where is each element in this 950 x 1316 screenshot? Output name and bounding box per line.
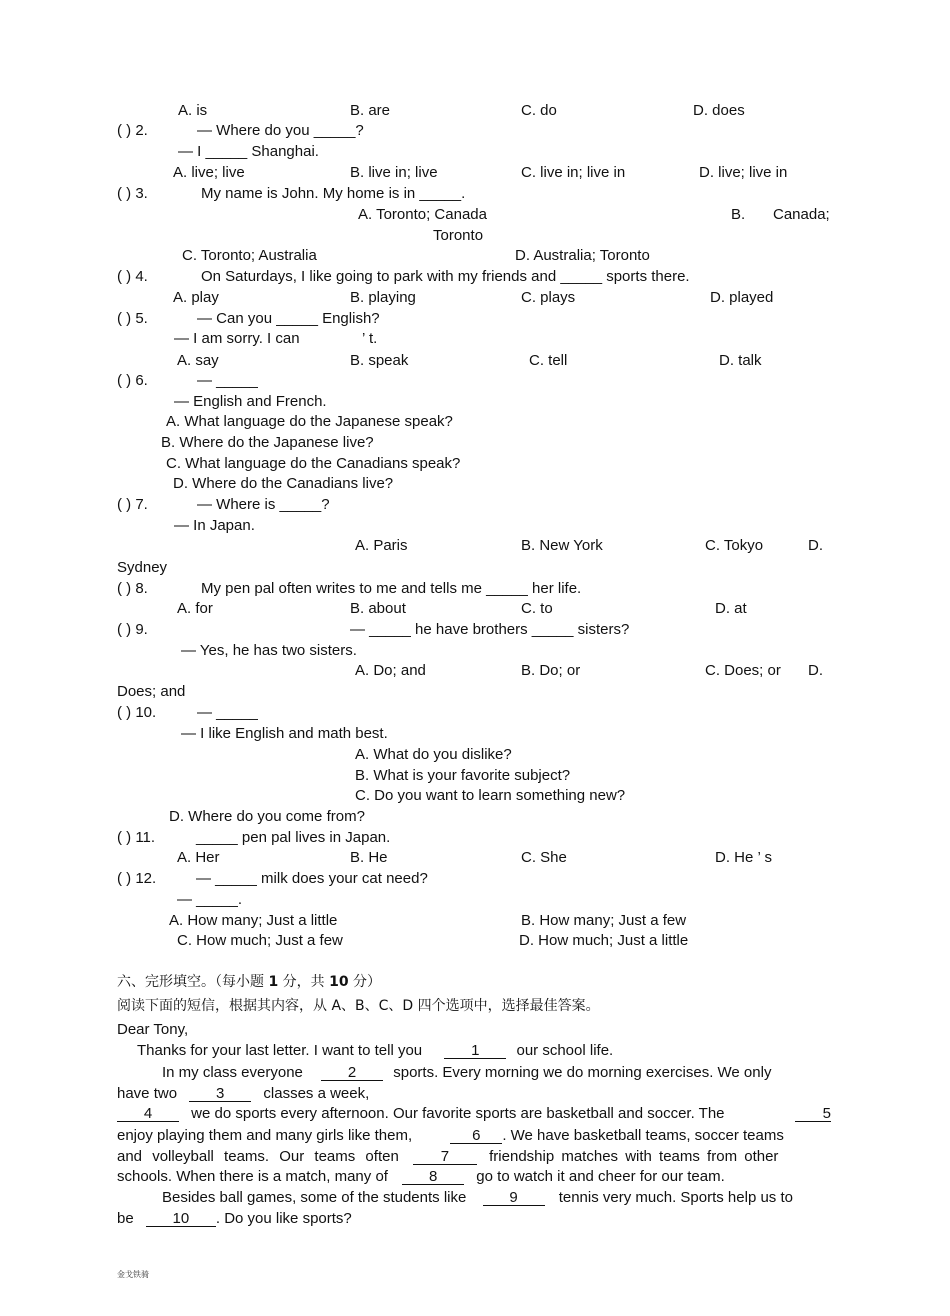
q8-option-b: B. about: [350, 600, 406, 617]
q9-option-d-label: D.: [808, 662, 823, 679]
q6-number: ( ) 6.: [117, 372, 148, 389]
q5-number: ( ) 5.: [117, 310, 148, 327]
q9-answer: — Yes, he has two sisters.: [181, 642, 357, 659]
q1-option-b: B. are: [350, 102, 391, 119]
q5-stem: — Can you _____ English?: [197, 310, 380, 327]
q10-answer: — I like English and math best.: [181, 725, 388, 742]
q3-stem: My name is John. My home is in _____.: [201, 185, 466, 202]
section-6-title: 六、完形填空。（每小题 1 分，共 10 分）: [117, 974, 382, 990]
q10-option-c: C. Do you want to learn something new?: [355, 787, 626, 804]
q3-option-d: D. Australia; Toronto: [515, 247, 650, 264]
blank-10: 10: [146, 1211, 216, 1227]
page-footer: 金戈铁骑: [117, 1270, 149, 1279]
q10-option-d: D. Where do you come from?: [169, 808, 365, 825]
q12-number: ( ) 12.: [117, 870, 157, 887]
q8-number: ( ) 8.: [117, 580, 148, 597]
q7-option-d-label: D.: [808, 537, 823, 554]
q4-option-a: A. play: [173, 289, 219, 306]
q9-option-b: B. Do; or: [521, 662, 581, 679]
q8-option-d: D. at: [715, 600, 747, 617]
letter-line-7: schools. When there is a match, many of 8 go to watch it and cheer for our team.: [117, 1168, 725, 1185]
q11-option-b: B. He: [350, 849, 388, 866]
q11-option-c: C. She: [521, 849, 567, 866]
q12-answer: — _____.: [177, 891, 243, 908]
q2-stem: — Where do you _____?: [197, 122, 364, 139]
blank-9: 9: [483, 1190, 545, 1206]
letter-line-4: 4 we do sports every afternoon. Our favorite sports are basketball and soccer. The: [117, 1105, 725, 1123]
q7-answer: — In Japan.: [174, 517, 255, 534]
q1-option-d: D. does: [693, 102, 745, 119]
q6-answer: — English and French.: [174, 393, 327, 410]
q6-option-a: A. What language do the Japanese speak?: [166, 413, 453, 430]
q4-option-c: C. plays: [521, 289, 576, 306]
letter-line-8: Besides ball games, some of the students like 9 tennis very much. Sports help us to: [162, 1189, 793, 1206]
q6-option-b: B. Where do the Japanese live?: [161, 434, 374, 451]
q9-option-d-text: Does; and: [117, 683, 186, 700]
q10-option-b: B. What is your favorite subject?: [355, 767, 571, 784]
q4-number: ( ) 4.: [117, 268, 148, 285]
q9-stem: — _____ he have brothers _____ sisters?: [350, 621, 630, 638]
q12-option-d: D. How much; Just a little: [519, 932, 689, 949]
q9-option-a: A. Do; and: [355, 662, 426, 679]
q4-option-b: B. playing: [350, 289, 416, 306]
blank-2: 2: [321, 1065, 383, 1081]
q7-option-c: C. Tokyo: [705, 537, 764, 554]
q7-option-b: B. New York: [521, 537, 603, 554]
letter-line-6: and volleyball teams. Our teams often 7 friendship matches with teams from other: [117, 1148, 779, 1165]
q7-number: ( ) 7.: [117, 496, 148, 513]
q12-option-c: C. How much; Just a few: [177, 932, 343, 949]
section-6-instruction: 阅读下面的短信，根据其内容，从 A、B、C、D 四个选项中，选择最佳答案。: [117, 998, 600, 1014]
blank-7: 7: [413, 1149, 477, 1165]
q3-option-b-text: Canada;: [773, 206, 830, 223]
q6-option-c: C. What language do the Canadians speak?: [166, 455, 461, 472]
q3-number: ( ) 3.: [117, 185, 148, 202]
q3-option-c: C. Toronto; Australia: [182, 247, 317, 264]
q7-option-d-text: Sydney: [117, 559, 168, 576]
q12-stem: — _____ milk does your cat need?: [196, 870, 428, 887]
blank-6: 6: [450, 1128, 502, 1144]
q5-option-a: A. say: [177, 352, 219, 369]
q2-option-d: D. live; live in: [699, 164, 788, 181]
q6-stem: — _____: [197, 372, 258, 389]
blank-4: 4: [117, 1106, 179, 1122]
q10-stem: — _____: [197, 704, 258, 721]
letter-line-4-blank-5: [795, 1105, 831, 1123]
q10-option-a: A. What do you dislike?: [355, 746, 512, 763]
q3-option-b-label: B.: [731, 206, 746, 223]
q12-option-a: A. How many; Just a little: [169, 912, 338, 929]
q1-option-a: A. is: [178, 102, 208, 119]
letter-greeting: Dear Tony,: [117, 1021, 189, 1038]
q2-number: ( ) 2.: [117, 122, 148, 139]
blank-3: 3: [189, 1086, 251, 1102]
letter-line-3: have two 3 classes a week,: [117, 1085, 370, 1102]
q4-stem: On Saturdays, I like going to park with my friends and _____ sports there.: [201, 268, 690, 285]
q3-option-b-cont: Toronto: [433, 227, 484, 244]
q4-option-d: D. played: [710, 289, 774, 306]
q7-option-a: A. Paris: [355, 537, 408, 554]
q9-option-c: C. Does; or: [705, 662, 781, 679]
letter-line-2: In my class everyone 2 sports. Every morning we do morning exercises. We only: [162, 1064, 772, 1081]
blank-1: 1: [444, 1043, 506, 1059]
q2-option-c: C. live in; live in: [521, 164, 626, 181]
q2-answer: — I _____ Shanghai.: [178, 143, 319, 160]
letter-line-9: be 10 . Do you like sports?: [117, 1210, 352, 1227]
blank-5: 5: [795, 1106, 831, 1122]
q8-option-a: A. for: [177, 600, 213, 617]
letter-line-1: Thanks for your last letter. I want to tell you 1 our school life.: [137, 1042, 614, 1059]
q11-option-d: D. He ’ s: [715, 849, 772, 866]
q7-stem: — Where is _____?: [197, 496, 330, 513]
q5-option-c: C. tell: [529, 352, 568, 369]
q5-answer: — I am sorry. I can: [174, 330, 300, 347]
q5-answer-end: ’ t.: [362, 330, 378, 347]
q11-stem: _____ pen pal lives in Japan.: [196, 829, 391, 846]
q6-option-d: D. Where do the Canadians live?: [173, 475, 394, 492]
blank-8: 8: [402, 1169, 464, 1185]
q1-option-c: C. do: [521, 102, 557, 119]
letter-line-5: enjoy playing them and many girls like them, 6 . We have basketball teams, soccer teams: [117, 1127, 784, 1144]
q8-stem: My pen pal often writes to me and tells me _____ her life.: [201, 580, 582, 597]
q11-option-a: A. Her: [177, 849, 220, 866]
q2-option-a: A. live; live: [173, 164, 245, 181]
q5-option-b: B. speak: [350, 352, 409, 369]
q3-option-a: A. Toronto; Canada: [358, 206, 487, 223]
q12-option-b: B. How many; Just a few: [521, 912, 687, 929]
q10-number: ( ) 10.: [117, 704, 157, 721]
q5-option-d: D. talk: [719, 352, 762, 369]
q8-option-c: C. to: [521, 600, 553, 617]
q9-number: ( ) 9.: [117, 621, 148, 638]
q2-option-b: B. live in; live: [350, 164, 438, 181]
q11-number: ( ) 11.: [117, 829, 156, 846]
